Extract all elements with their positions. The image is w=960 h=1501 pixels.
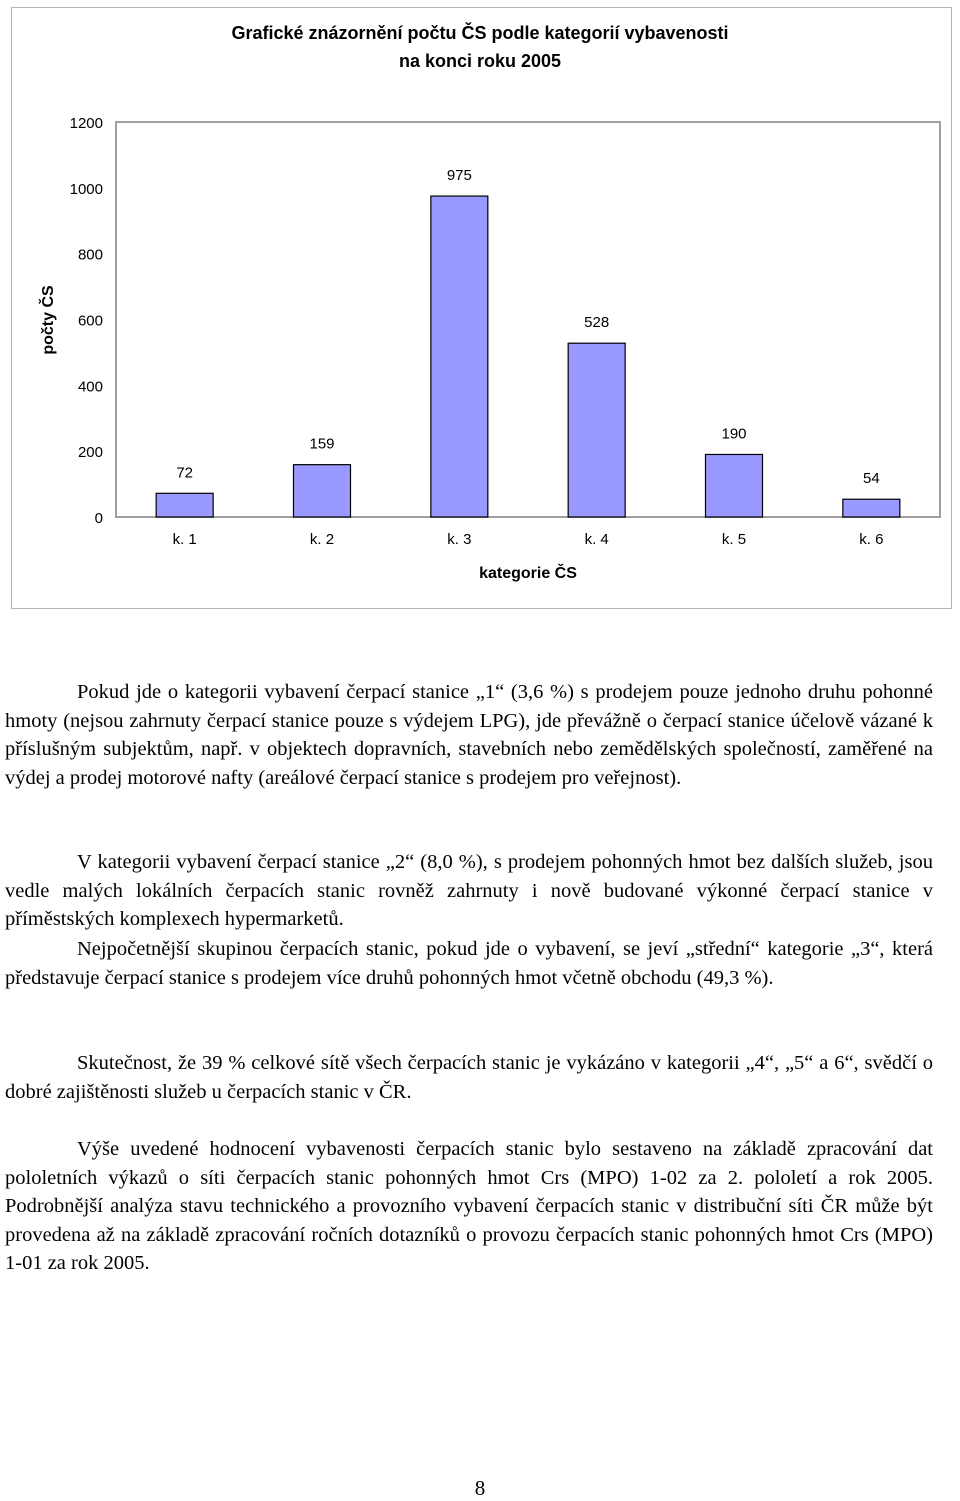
plot-area [116,122,940,517]
y-tick-label: 0 [94,510,103,527]
y-tick-label: 400 [77,378,103,396]
paragraph-text: Výše uvedené hodnocení vybavenosti čerpacích stanic bylo sestaveno na základě zpracování dat pololetních výkazů o síti čerpacích stanic pohonných hmot Crs (MPO) 1-02 za 2. pololetí a rok 2005. Podrobnější analýza stavu technického a provozního vybavení čerpacích stanic v distribuční síti ČR může být provedena až na základě zpracování ročních dotazníků o provozu čerpacích stanic pohonných hmot Crs (MPO) 1-01 za rok 2005. [5,1138,933,1275]
data-label: 190 [721,425,747,443]
page-number: 8 [474,1476,486,1500]
bar-chart [0,0,960,610]
paragraph-text: Skutečnost, že 39 % celkové sítě všech čerpacích stanic je vykázáno v kategorii „4“, „5“ a 6“, svědčí o dobré zajištěnosti služeb u čerpacích stanic v ČR. [5,1052,933,1103]
bar [843,499,900,517]
y-axis-label: počty ČS [40,285,57,355]
x-tick-label: k. 3 [447,531,472,548]
chart-subtitle: na konci roku 2005 [398,51,562,71]
paragraph-4 [5,1049,933,1106]
x-tick-label: k. 6 [859,531,884,548]
x-tick-label: k. 4 [584,531,609,548]
bar [431,196,488,517]
x-tick-label: k. 2 [309,531,335,548]
data-label: 528 [584,314,610,332]
bar [156,493,213,517]
data-label: 159 [309,435,335,453]
y-tick-label: 600 [77,312,103,330]
x-tick-label: k. 5 [721,531,747,548]
chart-title: Grafické znázornění počtu ČS podle kategorií vybavenosti [231,23,729,43]
paragraph-text: Pokud jde o kategorii vybavení čerpací stanice „1“ (3,6 %) s prodejem pouze jednoho druhu pohonné hmoty (nejsou zahrnuty čerpací stanice pouze s výdejem LPG), jde převážně o čerpací stanice účelově vázané k příslušným subjektům, např. v objektech dopravních, stavebních nebo zemědělských společností, zaměřené na výdej a prodej motorové nafty (areálové čerpací stanice s prodejem pro veřejnost). [5,681,933,789]
paragraph-1 [5,678,933,792]
paragraph-5 [5,1135,933,1278]
y-tick-label: 200 [77,444,103,462]
paragraph-2 [5,848,933,934]
bar [568,343,625,517]
data-label: 72 [176,464,194,482]
bar [706,454,763,517]
bar [294,465,351,517]
y-tick-label: 800 [77,246,103,264]
x-axis-label: kategorie ČS [479,565,577,582]
y-tick-label: 1200 [69,115,103,132]
paragraph-text: Nejpočetnější skupinou čerpacích stanic, pokud jde o vybavení, se jeví „střední“ kategorie „3“, která představuje čerpací stanice s prodejem více druhů pohonných hmot včetně obchodu (49,3 %). [5,938,933,989]
paragraph-text: V kategorii vybavení čerpací stanice „2“ (8,0 %), s prodejem pohonných hmot bez dalších služeb, jsou vedle malých lokálních čerpacích stanic rovněž zahrnuty i nově budované výkonné čerpací stanice v příměstských komplexech hypermarketů. [5,851,933,931]
paragraph-3 [5,935,933,992]
data-label: 54 [862,470,880,488]
y-tick-label: 1000 [69,180,103,198]
data-label: 975 [446,167,472,185]
x-tick-label: k. 1 [172,531,197,548]
